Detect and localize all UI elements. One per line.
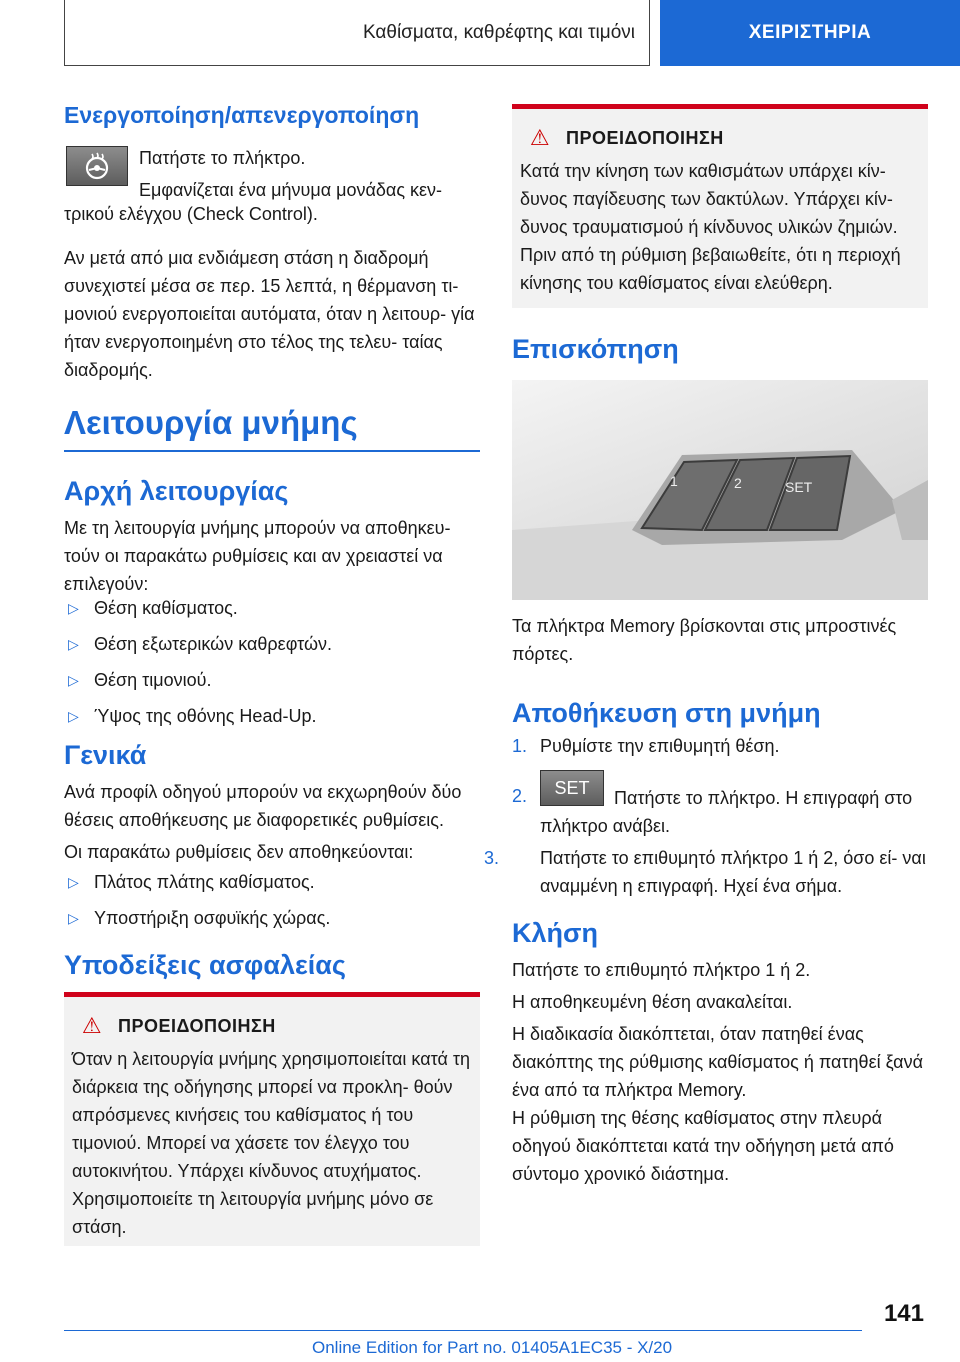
general-list <box>64 868 480 932</box>
header-chapter-tab[interactable] <box>660 0 960 66</box>
triangle-bullet-icon: ▷ <box>68 672 79 688</box>
recall-paragraph-2: Η αποθηκευμένη θέση ανακαλείται. <box>512 992 793 1012</box>
triangle-bullet-icon: ▷ <box>68 600 79 616</box>
warning-title-text: ΠΡΟΕΙΔΟΠΟΙΗΣΗ <box>566 127 724 148</box>
steering-wheel-heat-icon <box>82 151 112 181</box>
safety-warning-box <box>64 992 480 1246</box>
activation-paragraph: Αν μετά από μια ενδιάμεση στάση η διαδρομή συνεχιστεί μέσα σε περ. 15 λεπτά, η θέρμανση τι- μονιού ενεργοποιείται αυτόματα, όταν η λειτουρ- γία ήταν ενεργοποιημένη στο τέλος της τελευ- ταίας διαδρομής. <box>64 248 475 380</box>
warning-title <box>520 125 918 151</box>
warning-text: Κατά την κίνηση των καθισμάτων υπάρχει κίν- δυνος παγίδευσης των δακτύλων. Υπάρχει κίν- δυνος τραυματισμού ή κίνδυνος υλικών ζημιών. Πριν από τη ρύθμιση βεβαιωθείτε, ότι η περιοχή κίνησης του καθίσματος είναι ελεύθερη. <box>520 161 901 293</box>
list-item: ▷ Υποστήριξη οσφυϊκής χώρας. <box>64 904 480 932</box>
warning-title-text: ΠΡΟΕΙΔΟΠΟΙΗΣΗ <box>118 1015 276 1036</box>
activation-step2b: τρικού ελέγχου (Check Control). <box>64 204 318 224</box>
store-heading: Αποθήκευση στη μνήμη <box>512 698 821 728</box>
pinch-warning-box <box>512 104 928 308</box>
triangle-bullet-icon: ▷ <box>68 910 79 926</box>
footer-rule <box>64 1330 862 1331</box>
triangle-bullet-icon: ▷ <box>68 708 79 724</box>
recall-paragraph-3: Η διαδικασία διακόπτεται, όταν πατηθεί ένας διακόπτης της ρύθμισης καθίσματος ή πατηθεί ξανά ένα από τα πλήκτρα Memory. <box>512 1024 923 1100</box>
photo-button-2-label: 2 <box>734 475 742 491</box>
list-item: ▷ Ύψος της οθόνης Head-Up. <box>64 702 480 730</box>
principle-paragraph: Με τη λειτουργία μνήμης μπορούν να αποθηκευ- τούν οι παρακάτω ρυθμίσεις και αν χρειαστεί να επιλεγούν: <box>64 518 451 594</box>
steering-heat-button-image <box>66 146 128 186</box>
warning-title <box>72 1013 470 1039</box>
list-item: ▷ Θέση τιμονιού. <box>64 666 480 694</box>
principle-heading: Αρχή λειτουργίας <box>64 476 289 506</box>
overview-heading: Επισκόπηση <box>512 334 679 364</box>
memory-buttons-photo <box>512 380 928 600</box>
general-paragraph-2: Οι παρακάτω ρυθμίσεις δεν αποθηκεύονται: <box>64 842 414 862</box>
photo-button-set-label: SET <box>785 479 813 495</box>
set-button-image: SET <box>540 770 604 806</box>
activation-step1: Πατήστε το πλήκτρο. <box>139 148 306 168</box>
activation-step2a: Εμφανίζεται ένα μήνυμα μονάδας κεν- <box>139 180 443 200</box>
page-number: 141 <box>883 1300 924 1327</box>
chapter-label: ΧΕΙΡΙΣΤΗΡΙΑ <box>748 22 872 43</box>
recall-paragraph-1: Πατήστε το επιθυμητό πλήκτρο 1 ή 2. <box>512 960 811 980</box>
step-1: 1. Ρυθμίστε την επιθυμητή θέση. <box>512 736 780 756</box>
memory-function-heading: Λειτουργία μνήμης <box>64 404 358 441</box>
triangle-bullet-icon: ▷ <box>68 636 79 652</box>
list-item: ▷ Θέση καθίσματος. <box>64 594 480 622</box>
recall-paragraph-4: Η ρύθμιση της θέσης καθίσματος στην πλευρά οδηγού διακόπτεται κατά την οδήγηση μετά από σύντομο χρονικό διάστημα. <box>512 1108 894 1184</box>
step-3: 3. Πατήστε το επιθυμητό πλήκτρο 1 ή 2, όσο εί- ναι αναμμένη η επιγραφή. Ηχεί ένα σήμα. <box>484 848 926 896</box>
list-item: ▷ Πλάτος πλάτης καθίσματος. <box>64 868 480 896</box>
activation-heading: Ενεργοποίηση/απενεργοποίηση <box>64 102 420 128</box>
general-heading: Γενικά <box>64 740 147 770</box>
photo-button-1-label: 1 <box>670 473 678 489</box>
principle-list <box>64 594 480 730</box>
step-2: 2. SET Πατήστε το πλήκτρο. Η επιγραφή στο πλήκτρο ανάβει. <box>512 770 928 840</box>
warning-text: Όταν η λειτουργία μνήμης χρησιμοποιείται κατά τη διάρκεια της οδήγησης μπορεί να προκλη- θούν απρόσμενες κινήσεις του καθίσματος ή του τιμονιού. Μπορεί να χάσετε τον έλεγχο του αυτοκινήτου. Υπάρχει κίνδυνος ατυχήματος. Χρησιμοποιείτε τη λειτουργία μνήμης μόνο σε στάση. <box>72 1049 470 1237</box>
photo-caption: Τα πλήκτρα Memory βρίσκονται στις μπροστινές πόρτες. <box>512 616 897 664</box>
list-item: ▷ Θέση εξωτερικών καθρεφτών. <box>64 630 480 658</box>
store-steps <box>512 732 928 760</box>
heading-rule <box>64 450 480 452</box>
section-title-text: Καθίσματα, καθρέφτης και τιμόνι <box>362 21 635 43</box>
memory-buttons-illustration <box>512 380 928 600</box>
recall-heading: Κλήση <box>512 918 598 948</box>
general-paragraph-1: Ανά προφίλ οδηγού μπορούν να εκχωρηθούν δύο θέσεις αποθήκευσης με διαφορετικές ρυθμίσεις. <box>64 782 462 830</box>
safety-heading: Υποδείξεις ασφαλείας <box>64 950 346 980</box>
header-section-title <box>64 0 650 66</box>
warning-triangle-icon: ⚠ <box>81 1013 103 1038</box>
edition-note: Online Edition for Part no. 01405A1EC35 - X/20 <box>312 1338 673 1357</box>
warning-triangle-icon: ⚠ <box>529 125 551 150</box>
triangle-bullet-icon: ▷ <box>68 874 79 890</box>
